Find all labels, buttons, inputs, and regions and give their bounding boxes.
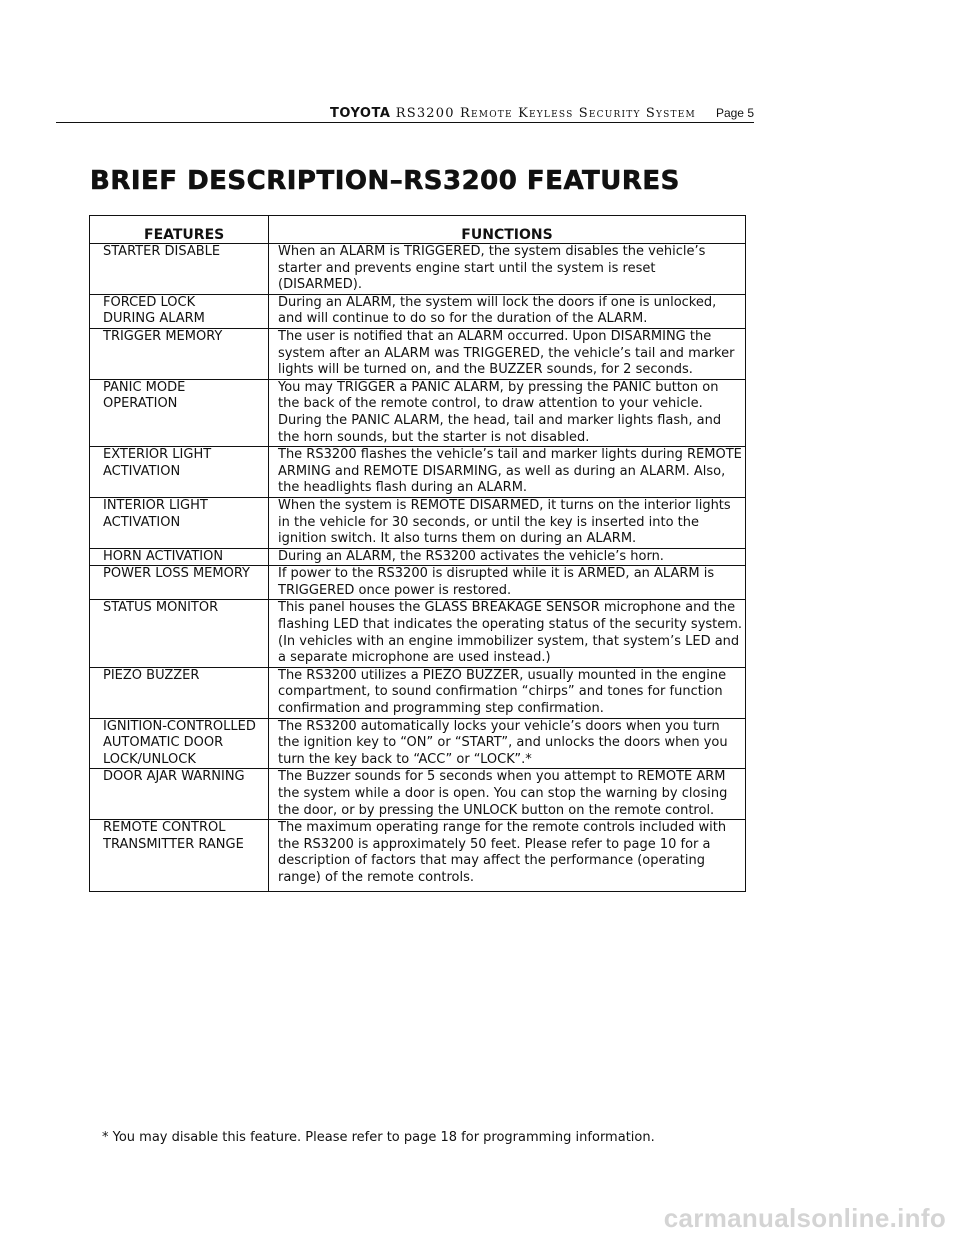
- table-row: [90, 294, 746, 328]
- table-row: [90, 667, 746, 718]
- table-row: [90, 497, 746, 548]
- feature-cell: DOOR AJAR WARNING: [90, 769, 269, 820]
- table-row: [90, 566, 746, 600]
- feature-cell: POWER LOSS MEMORY: [90, 566, 269, 600]
- page-title: BRIEF DESCRIPTION–RS3200 FEATURES: [90, 166, 680, 196]
- function-cell: You may TRIGGER a PANIC ALARM, by pressing the PANIC button on the back of the remote control, to draw attention to your vehicle. During the PANIC ALARM, the head, tail and marker lights flash, and the horn sounds, but the starter is not disabled.: [269, 379, 746, 446]
- function-cell: The RS3200 automatically locks your vehicle’s doors when you turn the ignition key to “ON” or “START”, and unlocks the doors when you turn the key back to “ACC” or “LOCK”.*: [269, 718, 746, 769]
- table-row: [90, 769, 746, 820]
- table-row: [90, 379, 746, 446]
- table-row: [90, 447, 746, 498]
- feature-cell: PANIC MODE OPERATION: [90, 379, 269, 446]
- header-system-name: RS3200 Remote Keyless Security System: [395, 106, 696, 121]
- page-header: [56, 106, 754, 123]
- function-cell: The RS3200 flashes the vehicle’s tail and marker lights during REMOTE ARMING and REMOTE DISARMING, as well as during an ALARM. Also, the headlights flash during an ALARM.: [269, 447, 746, 498]
- function-cell: During an ALARM, the RS3200 activates the vehicle’s horn.: [269, 548, 746, 566]
- function-cell: When the system is REMOTE DISARMED, it turns on the interior lights in the vehicle for 30 seconds, or until the key is inserted into the ignition switch. It also turns them on during an ALARM.: [269, 497, 746, 548]
- table-row: [90, 244, 746, 295]
- features-table: [89, 215, 746, 892]
- feature-cell: TRIGGER MEMORY: [90, 328, 269, 379]
- function-cell: The user is notified that an ALARM occurred. Upon DISARMING the system after an ALARM was TRIGGERED, the vehicle’s tail and marker lights will be turned on, and the BUZZER sounds, for 2 seconds.: [269, 328, 746, 379]
- function-cell: The maximum operating range for the remote controls included with the RS3200 is approximately 50 feet. Please refer to page 10 for a description of factors that may affect the performance (operating range) of the remote controls.: [269, 820, 746, 891]
- table-body: [90, 244, 746, 892]
- feature-cell: HORN ACTIVATION: [90, 548, 269, 566]
- feature-cell: INTERIOR LIGHT ACTIVATION: [90, 497, 269, 548]
- function-cell: During an ALARM, the system will lock the doors if one is unlocked, and will continue to do so for the duration of the ALARM.: [269, 294, 746, 328]
- functions-column-header: FUNCTIONS: [269, 216, 746, 244]
- header-brand: TOYOTA: [330, 106, 391, 121]
- page-number: Page 5: [715, 106, 754, 120]
- footnote: * You may disable this feature. Please refer to page 18 for programming information.: [102, 1130, 655, 1145]
- feature-cell: EXTERIOR LIGHT ACTIVATION: [90, 447, 269, 498]
- features-column-header: FEATURES: [90, 216, 269, 244]
- function-cell: If power to the RS3200 is disrupted while it is ARMED, an ALARM is TRIGGERED once power is restored.: [269, 566, 746, 600]
- feature-cell: PIEZO BUZZER: [90, 667, 269, 718]
- function-cell: The Buzzer sounds for 5 seconds when you attempt to REMOTE ARM the system while a door is open. You can stop the warning by closing the door, or by pressing the UNLOCK button on the remote control.: [269, 769, 746, 820]
- feature-cell: REMOTE CONTROL TRANSMITTER RANGE: [90, 820, 269, 891]
- watermark: carmanualsonline.info: [663, 1203, 946, 1233]
- feature-cell: FORCED LOCK DURING ALARM: [90, 294, 269, 328]
- table-row: [90, 600, 746, 667]
- function-cell: The RS3200 utilizes a PIEZO BUZZER, usually mounted in the engine compartment, to sound confirmation “chirps” and tones for function confirmation and programming step confirmation.: [269, 667, 746, 718]
- table-row: [90, 718, 746, 769]
- function-cell: This panel houses the GLASS BREAKAGE SENSOR microphone and the flashing LED that indicates the operating status of the security system. (In vehicles with an engine immobilizer system, that system’s LED and a separate microphone are used instead.): [269, 600, 746, 667]
- table-row: [90, 328, 746, 379]
- feature-cell: STATUS MONITOR: [90, 600, 269, 667]
- feature-cell: IGNITION-CONTROLLED AUTOMATIC DOOR LOCK/UNLOCK: [90, 718, 269, 769]
- table-header-row: [90, 216, 746, 244]
- feature-cell: STARTER DISABLE: [90, 244, 269, 295]
- table-row: [90, 820, 746, 891]
- table-row: [90, 548, 746, 566]
- function-cell: When an ALARM is TRIGGERED, the system disables the vehicle’s starter and prevents engine start until the system is reset (DISARMED).: [269, 244, 746, 295]
- header-title: [330, 106, 696, 121]
